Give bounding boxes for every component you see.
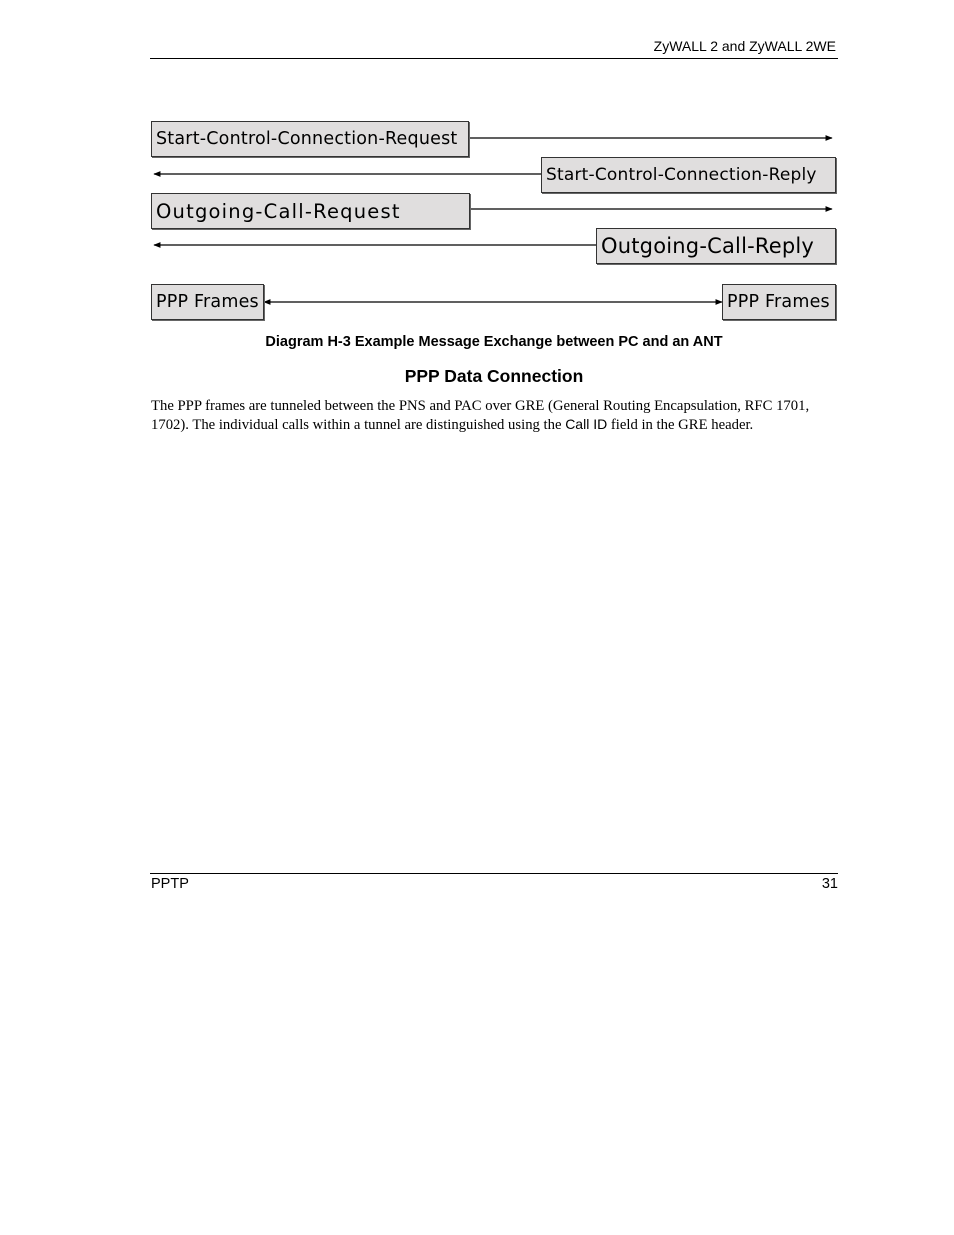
start-control-connection-reply-box: Start-Control-Connection-Reply	[541, 157, 836, 193]
field-name-call-id: Call ID	[565, 416, 608, 432]
start-control-connection-request-box: Start-Control-Connection-Request	[151, 121, 469, 157]
paragraph-text-start: The PPP frames are tunneled between the PNS and PAC over GRE (General Routing Encapsulation, RFC 1701, 1702). The individual calls within a tunnel are distinguished using the	[151, 398, 810, 433]
page-number: 31	[821, 876, 838, 892]
ppp-frames-left-box: PPP Frames	[151, 284, 264, 320]
outgoing-call-reply-box: Outgoing-Call-Reply	[596, 228, 836, 264]
footer-rule	[150, 873, 838, 874]
footer-chapter: PPTP	[151, 876, 189, 892]
page-header-title: ZyWALL 2 and ZyWALL 2WE	[653, 38, 836, 54]
paragraph-text-end: field in the GRE header.	[607, 417, 754, 433]
ppp-frames-right-box: PPP Frames	[722, 284, 836, 320]
outgoing-call-request-box: Outgoing-Call-Request	[151, 193, 470, 229]
section-heading: PPP Data Connection	[404, 366, 584, 386]
diagram-caption: Diagram H-3 Example Message Exchange between PC and an ANT	[265, 334, 723, 350]
body-paragraph	[151, 397, 841, 434]
